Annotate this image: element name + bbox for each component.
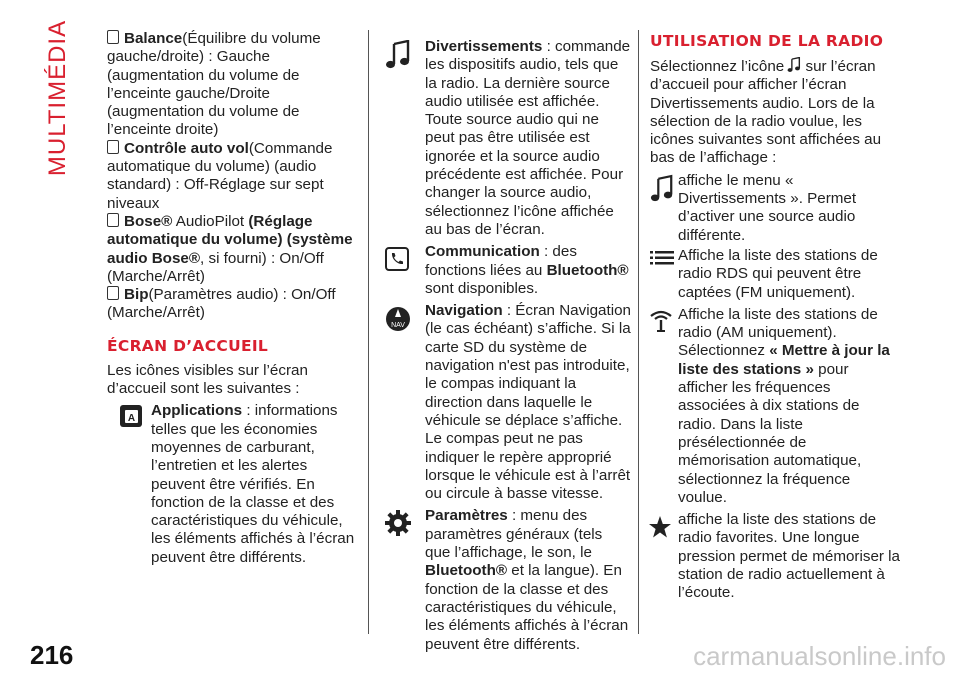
music-note-icon [787,57,801,73]
controle-paragraph [107,140,357,213]
communication-text-2: sont disponibles. [425,279,539,297]
radio-item-divertissements [650,172,900,245]
parametres-text-2: et la langue). En fonction de la classe et des caractéristiques du véhicule, les éléments affichés à l’écran peuvent être différents. [425,562,629,653]
balance-text: (Équilibre du volume gauche/droite) : Gauche (augmentation du volume de l’enceinte gauche/Droite (augmentation du volume de l’enceinte droite) [107,30,321,139]
bose-mid: AudioPilot [172,212,249,230]
star-icon [648,515,672,539]
bip-title: Bip [124,286,149,304]
controle-text: (Commande automatique du volume) (audio standard) : Off-Réglage sur sept niveaux [107,139,333,212]
radio-item-1-text: affiche le menu « Divertissements ». Permet d’activer une source audio différente. [678,171,857,244]
controle-title: Contrôle auto vol [124,139,249,157]
column-3 [650,34,900,603]
checkbox-icon [107,140,119,154]
navigation-title: Navigation [425,302,503,320]
radio-item-rds [650,247,900,302]
applications-title: Applications [151,402,243,420]
parametres-text-1: : menu des paramètres généraux (tels que l’affichage, le son, le [425,507,603,562]
bose-bold: (Réglage automatique du volume) (système audio Bose® [107,212,353,267]
radio-item-4-text: affiche la liste des stations de radio favorites. Une longue pression permet de mémoriser la station de radio actuellement à l’écoute. [678,511,900,602]
utilisation-radio-heading: UTILISATION DE LA RADIO [650,32,884,50]
checkbox-icon [107,213,119,227]
phone-icon [385,247,409,271]
navigation-item [381,302,631,503]
bose-title: Bose® [124,212,173,230]
column-2 [381,38,631,654]
ecran-accueil-heading: ÉCRAN D’ACCUEIL [107,336,269,355]
applications-icon [119,404,143,428]
list-icon [650,250,674,266]
navigation-text: : Écran Navigation (le cas échéant) s’affiche. Si la carte SD du système de navigation n'est pas introduite, le compas indiquant la direction dans laquelle le véhicule se déplace s’affiche. Le compas peut ne pas indiquer le repère approprié lorsque le véhicule est à l’arrêt ou circule à basse vitesse. [425,302,631,503]
parametres-bluetooth: Bluetooth® [425,562,508,580]
applications-text: : informations telles que les économies moyennes de carburant, l’entretien et les alertes peuvent être vérifiés. En fonction de la classe et des caractéristiques du véhicule, les éléments affichés à l’écran peuvent être différents. [151,402,355,566]
checkbox-icon [107,30,119,44]
radio-item-3-update-link: « Mettre à jour la liste des stations » [678,342,890,378]
bip-text: (Paramètres audio) : On/Off (Marche/Arrêt) [107,286,336,322]
communication-bluetooth: Bluetooth® [546,261,629,279]
divertissements-title: Divertissements [425,38,543,55]
balance-title: Balance [124,30,183,47]
music-note-icon [650,174,674,204]
divertissements-text: : commande les dispositifs audio, tels que la radio. La dernière source audio utilisée est affichée. Toute source audio qui ne peut pas être utilisée est ignorée et la source audio précédente est affichée. Pour changer la source audio, sélectionnez l’icône affichée au bas de l’écran. [425,38,631,238]
nav-badge-text: NAV [391,322,405,330]
radio-intro-2: sur l’écran d’accueil pour afficher l’écran Divertissements audio. Lors de la sélection de la radio voulue, les icônes suivantes sont affichées au bas de l’affichage : [650,58,882,167]
checkbox-icon [107,286,119,300]
radio-item-2-text: Affiche la liste des stations de radio RDS qui peuvent être captées (FM uniquement). [678,246,878,301]
antenna-icon [648,308,674,332]
navigation-icon [385,306,411,332]
accueil-intro: Les icônes visibles sur l’écran d’accueil sont les suivantes : [107,361,308,398]
column-1 [107,30,357,567]
svg-text:A: A [127,413,136,425]
communication-item [381,243,631,298]
section-label: MULTIMÉDIA [44,19,71,177]
balance-paragraph [107,30,357,140]
page-number: 216 [30,640,74,670]
radio-item-am [650,306,900,507]
music-note-icon [385,40,411,70]
applications-item [107,402,357,567]
settings-gear-icon [384,509,412,537]
bose-paragraph [107,213,357,286]
radio-item-3-text-c: pour afficher les fréquences associées à dix stations de radio. Dans la liste présélectionnée de mémorisation automatique, sélectionnez la fréquence voulue. [678,360,862,506]
column-divider-1 [368,30,369,634]
parametres-item [381,507,631,653]
radio-intro-1: Sélectionnez l’icône [650,58,785,75]
watermark: carmanualsonline.info [693,641,946,671]
column-divider-2 [638,30,639,634]
bose-text: , si fourni) : On/Off (Marche/Arrêt) [107,249,324,285]
radio-item-3-text-a: Affiche la liste des stations de radio (AM uniquement). Sélectionnez [678,305,878,360]
parametres-title: Paramètres [425,507,508,525]
radio-intro [650,57,900,168]
divertissements-item [381,38,631,239]
communication-text-1: : des fonctions liées au [425,243,577,279]
radio-item-favorites [650,511,900,602]
communication-title: Communication [425,243,540,261]
bip-paragraph [107,286,357,323]
